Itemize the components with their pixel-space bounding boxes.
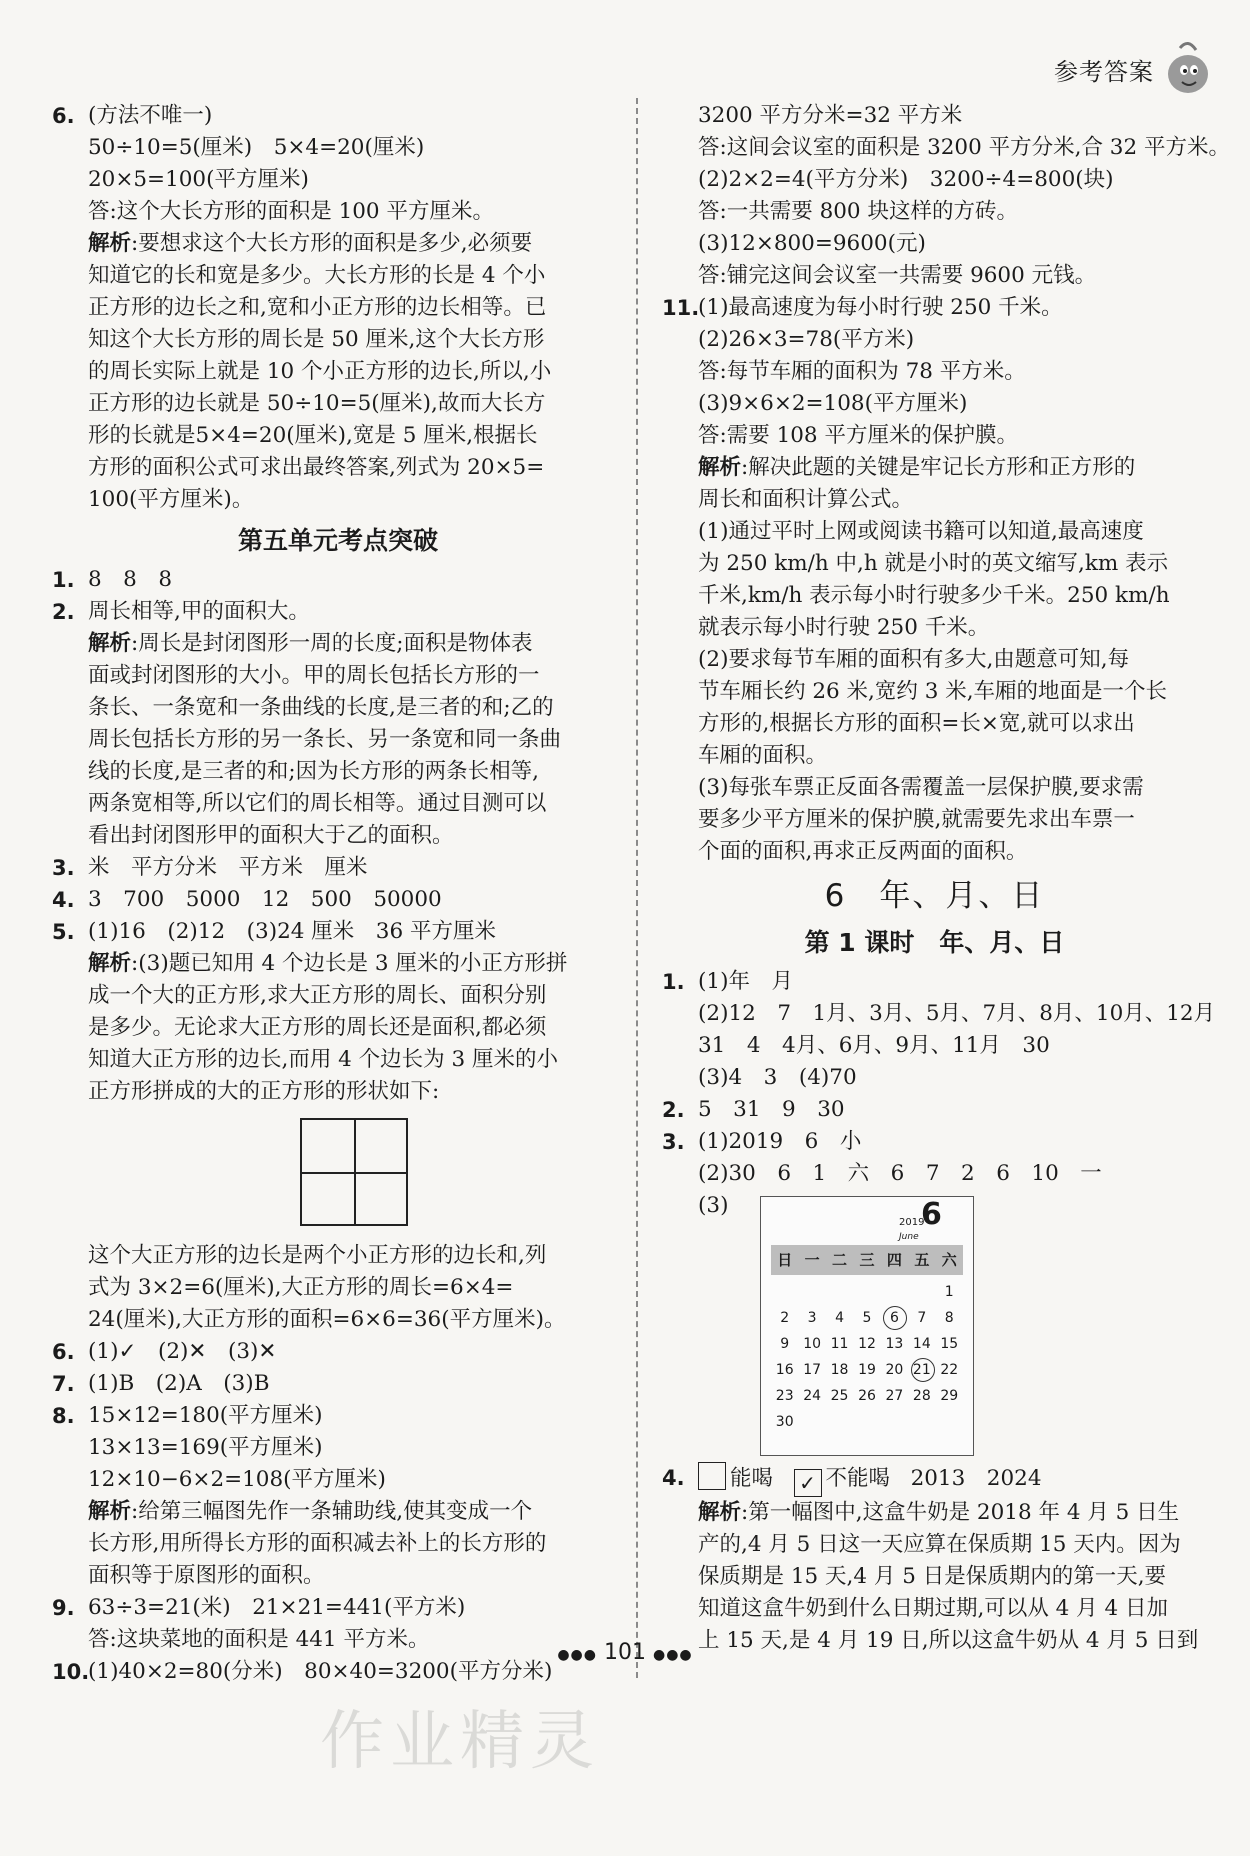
answer-line: 5 31 9 30	[698, 1097, 845, 1122]
analysis-line: 上 15 天,是 4 月 19 日,所以这盒牛奶从 4 月 5 日到	[698, 1628, 1199, 1653]
analysis-line: 为 250 km/h 中,h 就是小时的英文缩写,km 表示	[698, 551, 1169, 576]
answer-2	[52, 596, 624, 852]
answer-line: (1)年 月	[698, 969, 793, 994]
analysis-line: 是多少。无论求大正方形的周长还是面积,都必须	[88, 1015, 547, 1040]
analysis-label: 解析	[698, 455, 742, 480]
answer-8	[52, 1400, 624, 1592]
answer-line: (1)16 (2)12 (3)24 厘米 36 平方厘米	[88, 919, 496, 944]
mascot-icon	[1158, 38, 1214, 98]
answer-line: (1)✓ (2)✕ (3)✕	[88, 1339, 277, 1364]
analysis-line: 成一个大的正方形,求大正方形的周长、面积分别	[88, 983, 547, 1008]
analysis-line: 线的长度,是三者的和;因为长方形的两条长相等,	[88, 759, 539, 784]
calendar-weekdays	[771, 1245, 963, 1275]
analysis-line: 解析:给第三幅图先作一条辅助线,使其变成一个	[88, 1499, 533, 1524]
analysis-line: 保质期是 15 天,4 月 5 日是保质期内的第一天,要	[698, 1564, 1167, 1589]
calendar-day: 16	[775, 1362, 794, 1378]
answer-line: 3200 平方分米=32 平方米	[698, 103, 963, 128]
analysis-line: 知道它的长和宽是多少。大长方形的长是 4 个小	[88, 263, 546, 288]
calendar-row	[771, 1361, 963, 1387]
column-divider	[636, 98, 638, 1678]
page-number: 101	[604, 1640, 646, 1665]
header-tag: 参考答案	[1054, 58, 1154, 86]
answer-line: (2)12 7 1月、3月、5月、7月、8月、10月、12月	[698, 1001, 1216, 1026]
analysis-line: 知道这盒牛奶到什么日期过期,可以从 4 月 4 日加	[698, 1596, 1169, 1621]
answer-r1	[662, 966, 1216, 1094]
option-label: 能喝	[730, 1466, 774, 1491]
answer-line: (1)2019 6 小	[698, 1129, 862, 1154]
calendar-day	[771, 1283, 798, 1309]
weekday: 日	[777, 1251, 793, 1269]
analysis-line: 两条宽相等,所以它们的周长相等。通过目测可以	[88, 791, 547, 816]
item-number: 4.	[52, 888, 75, 912]
analysis-line: 正方形的边长之和,宽和小正方形的边长相等。已	[88, 295, 547, 320]
answer-r3	[662, 1126, 1207, 1456]
weekday: 六	[941, 1251, 957, 1269]
page-number-footer	[0, 1640, 1250, 1665]
calendar-row	[771, 1413, 963, 1439]
analysis-line: 式为 3×2=6(厘米),大正方形的周长=6×4=	[88, 1275, 514, 1300]
calendar-day: 20	[885, 1362, 904, 1378]
item-number: 8.	[52, 1404, 75, 1428]
answer-line	[698, 1462, 1207, 1497]
analysis-line: 正方形的边长就是 50÷10=5(厘米),故而大长方	[88, 391, 546, 416]
analysis-line: 的周长实际上就是 10 个小正方形的边长,所以,小	[88, 359, 552, 384]
answer-line: (1)B (2)A (3)B	[88, 1371, 270, 1396]
answer-line: (3)9×6×2=108(平方厘米)	[698, 391, 968, 416]
analysis-line: (2)要求每节车厢的面积有多大,由题意可知,每	[698, 647, 1130, 672]
answer-line: 13×13=169(平方厘米)	[88, 1435, 323, 1460]
calendar-image	[760, 1196, 974, 1456]
answer-line: (3)	[698, 1193, 729, 1218]
answer-line: 15×12=180(平方厘米)	[88, 1403, 323, 1428]
calendar-day: 29	[940, 1388, 959, 1404]
analysis-line: 面或封闭图形的大小。甲的周长包括长方形的一	[88, 663, 540, 688]
item-number: 1.	[52, 568, 75, 592]
analysis-line: 解析:第一幅图中,这盒牛奶是 2018 年 4 月 5 日生	[698, 1500, 1180, 1525]
analysis-line: 解析:周长是封闭图形一周的长度;面积是物体表	[88, 631, 533, 656]
weekday: 五	[914, 1251, 930, 1269]
years-text: 2013 2024	[910, 1466, 1042, 1491]
calendar-day	[798, 1413, 825, 1439]
weekday: 二	[832, 1251, 848, 1269]
item-number: 11.	[662, 296, 700, 320]
calendar-day	[908, 1283, 935, 1309]
right-column	[662, 100, 1230, 1657]
answer-line: 20×5=100(平方厘米)	[88, 167, 309, 192]
calendar-day: 1	[944, 1284, 954, 1300]
calendar-day: 2	[780, 1310, 790, 1326]
weekday: 三	[859, 1251, 875, 1269]
section-title: 第五单元考点突破	[237, 526, 438, 555]
analysis-line: 周长包括长方形的另一条长、另一条宽和同一条曲	[88, 727, 562, 752]
calendar-day: 9	[780, 1336, 790, 1352]
answer-line: 答:这块菜地的面积是 441 平方米。	[88, 1627, 430, 1652]
analysis-line: 千米,km/h 表示每小时行驶多少千米。250 km/h	[698, 583, 1170, 608]
calendar-day: 14	[912, 1336, 931, 1352]
item-number: 6.	[52, 1340, 75, 1364]
calendar-row	[771, 1309, 963, 1335]
calendar-day: 22	[940, 1362, 959, 1378]
analysis-line: 就表示每小时行驶 250 千米。	[698, 615, 990, 640]
answer-line: (2)2×2=4(平方分米) 3200÷4=800(块)	[698, 167, 1114, 192]
answer-line: (方法不唯一)	[88, 103, 213, 128]
answer-r2	[662, 1094, 1207, 1126]
answer-line: 答:铺完这间会议室一共需要 9600 元钱。	[698, 263, 1097, 288]
calendar-day: 17	[803, 1362, 822, 1378]
answer-line: (3)12×800=9600(元)	[698, 231, 926, 256]
analysis-label: 解析	[698, 1500, 742, 1525]
calendar-day: 7	[917, 1310, 927, 1326]
calendar-day: 25	[830, 1388, 849, 1404]
calendar-day: 4	[835, 1310, 845, 1326]
calendar-day: 27	[885, 1388, 904, 1404]
empty-checkbox	[698, 1462, 726, 1490]
answer-line: (1)40×2=80(分米) 80×40=3200(平方分米)	[88, 1659, 553, 1684]
calendar-row	[771, 1283, 963, 1309]
calendar-day: 18	[830, 1362, 849, 1378]
watermark: 作业精灵	[320, 1705, 600, 1779]
answer-line: 63÷3=21(米) 21×21=441(平方米)	[88, 1595, 466, 1620]
calendar-day: 3	[807, 1310, 817, 1326]
answer-line: 答:这间会议室的面积是 3200 平方分米,合 32 平方米。	[698, 135, 1230, 160]
calendar-day	[853, 1413, 880, 1439]
answer-10-continued	[662, 100, 1230, 292]
left-column	[52, 100, 624, 1688]
analysis-line: 形的长就是5×4=20(厘米),宽是 5 厘米,根据长	[88, 423, 538, 448]
analysis-line: 面积等于原图形的面积。	[88, 1563, 325, 1588]
analysis-line: 产的,4 月 5 日这一天应算在保质期 15 天内。因为	[698, 1532, 1181, 1557]
unit-title: 6 年、月、日	[824, 878, 1045, 914]
analysis-line: 方形的,根据长方形的面积=长×宽,就可以求出	[698, 711, 1135, 736]
answer-line: 周长相等,甲的面积大。	[88, 599, 310, 624]
answer-line: (1)最高速度为每小时行驶 250 千米。	[698, 295, 1063, 320]
item-number: 3.	[52, 856, 75, 880]
item-number: 3.	[662, 1130, 685, 1154]
calendar-day	[798, 1283, 825, 1309]
calendar-day: 15	[940, 1336, 959, 1352]
analysis-line: (3)每张车票正反面各需覆盖一层保护膜,要求需	[698, 775, 1144, 800]
answer-line: 12×10−6×2=108(平方厘米)	[88, 1467, 386, 1492]
calendar-day: 10	[803, 1336, 822, 1352]
footer-dots: ●●●	[653, 1647, 693, 1663]
analysis-line: 个面的面积,再求正反两面的面积。	[698, 839, 1028, 864]
answer-7	[52, 1368, 624, 1400]
analysis-line: 解析:要想求这个大长方形的面积是多少,必须要	[88, 231, 533, 256]
analysis-line: 知这个大长方形的周长是 50 厘米,这个大长方形	[88, 327, 545, 352]
analysis-line: 100(平方厘米)。	[88, 487, 254, 512]
analysis-label: 解析	[88, 1499, 132, 1524]
calendar-day: 11	[830, 1336, 849, 1352]
answer-11	[662, 292, 1207, 868]
answer-1	[52, 564, 624, 596]
calendar-day: 8	[944, 1310, 954, 1326]
footer-dots: ●●●	[557, 1647, 597, 1663]
calendar-day	[826, 1283, 853, 1309]
answer-r4	[662, 1462, 1207, 1657]
item-number: 9.	[52, 1596, 75, 1620]
item-number: 1.	[662, 970, 685, 994]
answer-line: 答:一共需要 800 块这样的方砖。	[698, 199, 1018, 224]
item-number: 6.	[52, 104, 75, 128]
calendar-year: 2019	[899, 1217, 925, 1228]
analysis-line: 节车厢长约 26 米,宽约 3 米,车厢的地面是一个长	[698, 679, 1168, 704]
item-number: 10.	[52, 1660, 90, 1684]
analysis-line: 要多少平方厘米的保护膜,就需要先求出车票一	[698, 807, 1135, 832]
calendar-day: 5	[862, 1310, 872, 1326]
calendar-grid	[771, 1283, 963, 1439]
item-number: 2.	[52, 600, 75, 624]
calendar-day: 23	[775, 1388, 794, 1404]
calendar-day: 24	[803, 1388, 822, 1404]
weekday: 四	[886, 1251, 902, 1269]
analysis-line: 长方形,用所得长方形的面积减去补上的长方形的	[88, 1531, 547, 1556]
analysis-line: 解析:(3)题已知用 4 个边长是 3 厘米的小正方形拼	[88, 951, 568, 976]
calendar-day: 28	[912, 1388, 931, 1404]
answer-line: 50÷10=5(厘米) 5×4=20(厘米)	[88, 135, 425, 160]
item-number: 7.	[52, 1372, 75, 1396]
calendar-day: 6	[881, 1309, 908, 1335]
calendar-day	[826, 1413, 853, 1439]
calendar-day: 19	[858, 1362, 876, 1378]
calendar-day	[881, 1413, 908, 1439]
calendar-day: 26	[858, 1388, 876, 1404]
analysis-line: 车厢的面积。	[698, 743, 828, 768]
answer-line: 3 700 5000 12 500 50000	[88, 887, 442, 912]
calendar-row	[771, 1387, 963, 1413]
analysis-label: 解析	[88, 951, 132, 976]
analysis-label: 解析	[88, 231, 132, 256]
answer-line: 答:需要 108 平方厘米的保护膜。	[698, 423, 1018, 448]
analysis-line: 条长、一条宽和一条曲线的长度,是三者的和;乙的	[88, 695, 554, 720]
item-number: 5.	[52, 920, 75, 944]
answer-line: (3)4 3 (4)70	[698, 1065, 857, 1090]
analysis-label: 解析	[88, 631, 132, 656]
answer-4	[52, 884, 624, 916]
calendar-day: 12	[858, 1336, 876, 1352]
answer-line: 答:这个大长方形的面积是 100 平方厘米。	[88, 199, 494, 224]
calendar-day	[853, 1283, 880, 1309]
calendar-day: 13	[885, 1336, 904, 1352]
answer-line: 31 4 4月、6月、9月、11月 30	[698, 1033, 1050, 1058]
answer-line: 答:每节车厢的面积为 78 平方米。	[698, 359, 1026, 384]
analysis-line: 周长和面积计算公式。	[698, 487, 914, 512]
analysis-line: 解析:解决此题的关键是牢记长方形和正方形的	[698, 455, 1136, 480]
calendar-month-en: June	[899, 1232, 919, 1242]
analysis-line: (1)通过平时上网或阅读书籍可以知道,最高速度	[698, 519, 1144, 544]
answer-line: 8 8 8	[88, 567, 173, 592]
calendar-day: 30	[775, 1414, 794, 1430]
analysis-line: 方形的面积公式可求出最终答案,列式为 20×5=	[88, 455, 545, 480]
checked-checkbox: ✓	[794, 1469, 822, 1497]
analysis-line: 知道大正方形的边长,而用 4 个边长为 3 厘米的小	[88, 1047, 559, 1072]
lesson-title: 第 1 课时 年、月、日	[804, 928, 1065, 957]
option-label: 不能喝	[825, 1466, 891, 1491]
answer-3	[52, 852, 624, 884]
answer-line: (2)30 6 1 六 6 7 2 6 10 一	[698, 1161, 1102, 1186]
calendar-month: 6	[921, 1197, 942, 1232]
item-number: 4.	[662, 1466, 685, 1490]
analysis-line: 正方形拼成的大的正方形的形状如下:	[88, 1079, 440, 1104]
calendar-row	[771, 1335, 963, 1361]
weekday: 一	[804, 1251, 820, 1269]
calendar-day	[908, 1413, 935, 1439]
answer-6-area	[52, 100, 624, 516]
analysis-line: 这个大正方形的边长是两个小正方形的边长和,列	[88, 1243, 547, 1268]
analysis-line: 看出封闭图形甲的面积大于乙的面积。	[88, 823, 454, 848]
item-number: 2.	[662, 1098, 685, 1122]
square-diagram	[300, 1118, 408, 1226]
answer-line: (2)26×3=78(平方米)	[698, 327, 915, 352]
answer-6b	[52, 1336, 624, 1368]
calendar-day	[936, 1413, 963, 1439]
answer-5	[52, 916, 624, 1336]
answer-line: 米 平方分米 平方米 厘米	[88, 855, 368, 880]
calendar-day: 21	[908, 1361, 935, 1387]
analysis-line: 24(厘米),大正方形的面积=6×6=36(平方厘米)。	[88, 1307, 566, 1332]
